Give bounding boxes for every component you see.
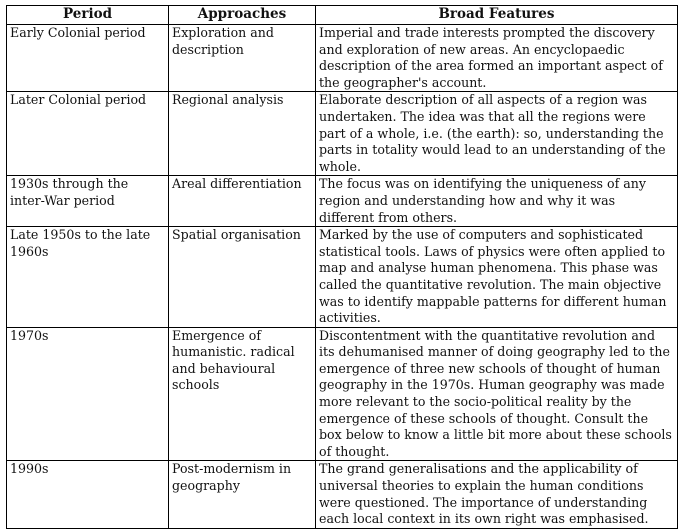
approach-cell: Spatial organisation (169, 227, 316, 328)
table-row (7, 227, 678, 328)
table-header (7, 6, 678, 25)
features-cell: Discontentment with the quantitative revolution and its dehumanised manner of doing geography led to the emergence of three new schools of thought of human geography in the 1970s. Human geography was made more relevant to the socio-political reality by the emergence of these schools of thought. Consult the box below to know a little bit more about these schools of thought. (316, 327, 678, 461)
approach-cell: Emergence of humanistic. radical and behavioural schools (169, 327, 316, 461)
features-cell: The grand generalisations and the applicability of universal theories to explain the human conditions were questioned. The importance of understanding each local context in its own right was emphasised. (316, 461, 678, 529)
header-period: Period (7, 6, 169, 25)
approach-cell: Post-modernism in geography (169, 461, 316, 529)
period-cell: 1970s (7, 327, 169, 461)
table-row (7, 176, 678, 227)
approach-cell: Areal differentiation (169, 176, 316, 227)
header-row (7, 6, 678, 25)
geography-approaches-table (6, 5, 678, 529)
period-cell: 1990s (7, 461, 169, 529)
features-cell: Elaborate description of all aspects of a region was undertaken. The idea was that all the regions were part of a whole, i.e. (the earth): so, understanding the parts in totality would lead to an understanding of the whole. (316, 92, 678, 176)
features-cell: Marked by the use of computers and sophisticated statistical tools. Laws of physics were often applied to map and analyse human phenomena. This phase was called the quantitative revolution. The main objective was to identify mappable patterns for different human activities. (316, 227, 678, 328)
table-body (7, 25, 678, 529)
period-cell: Late 1950s to the late 1960s (7, 227, 169, 328)
table-row (7, 327, 678, 461)
header-broad-features: Broad Features (316, 6, 678, 25)
features-cell: Imperial and trade interests prompted the discovery and exploration of new areas. An encyclopaedic description of the area formed an important aspect of the geographer's account. (316, 25, 678, 92)
period-cell: 1930s through the inter-War period (7, 176, 169, 227)
table-row (7, 25, 678, 92)
approach-cell: Exploration and description (169, 25, 316, 92)
table-row (7, 92, 678, 176)
approach-cell: Regional analysis (169, 92, 316, 176)
table-row (7, 461, 678, 529)
period-cell: Early Colonial period (7, 25, 169, 92)
features-cell: The focus was on identifying the uniqueness of any region and understanding how and why it was different from others. (316, 176, 678, 227)
header-approaches: Approaches (169, 6, 316, 25)
period-cell: Later Colonial period (7, 92, 169, 176)
